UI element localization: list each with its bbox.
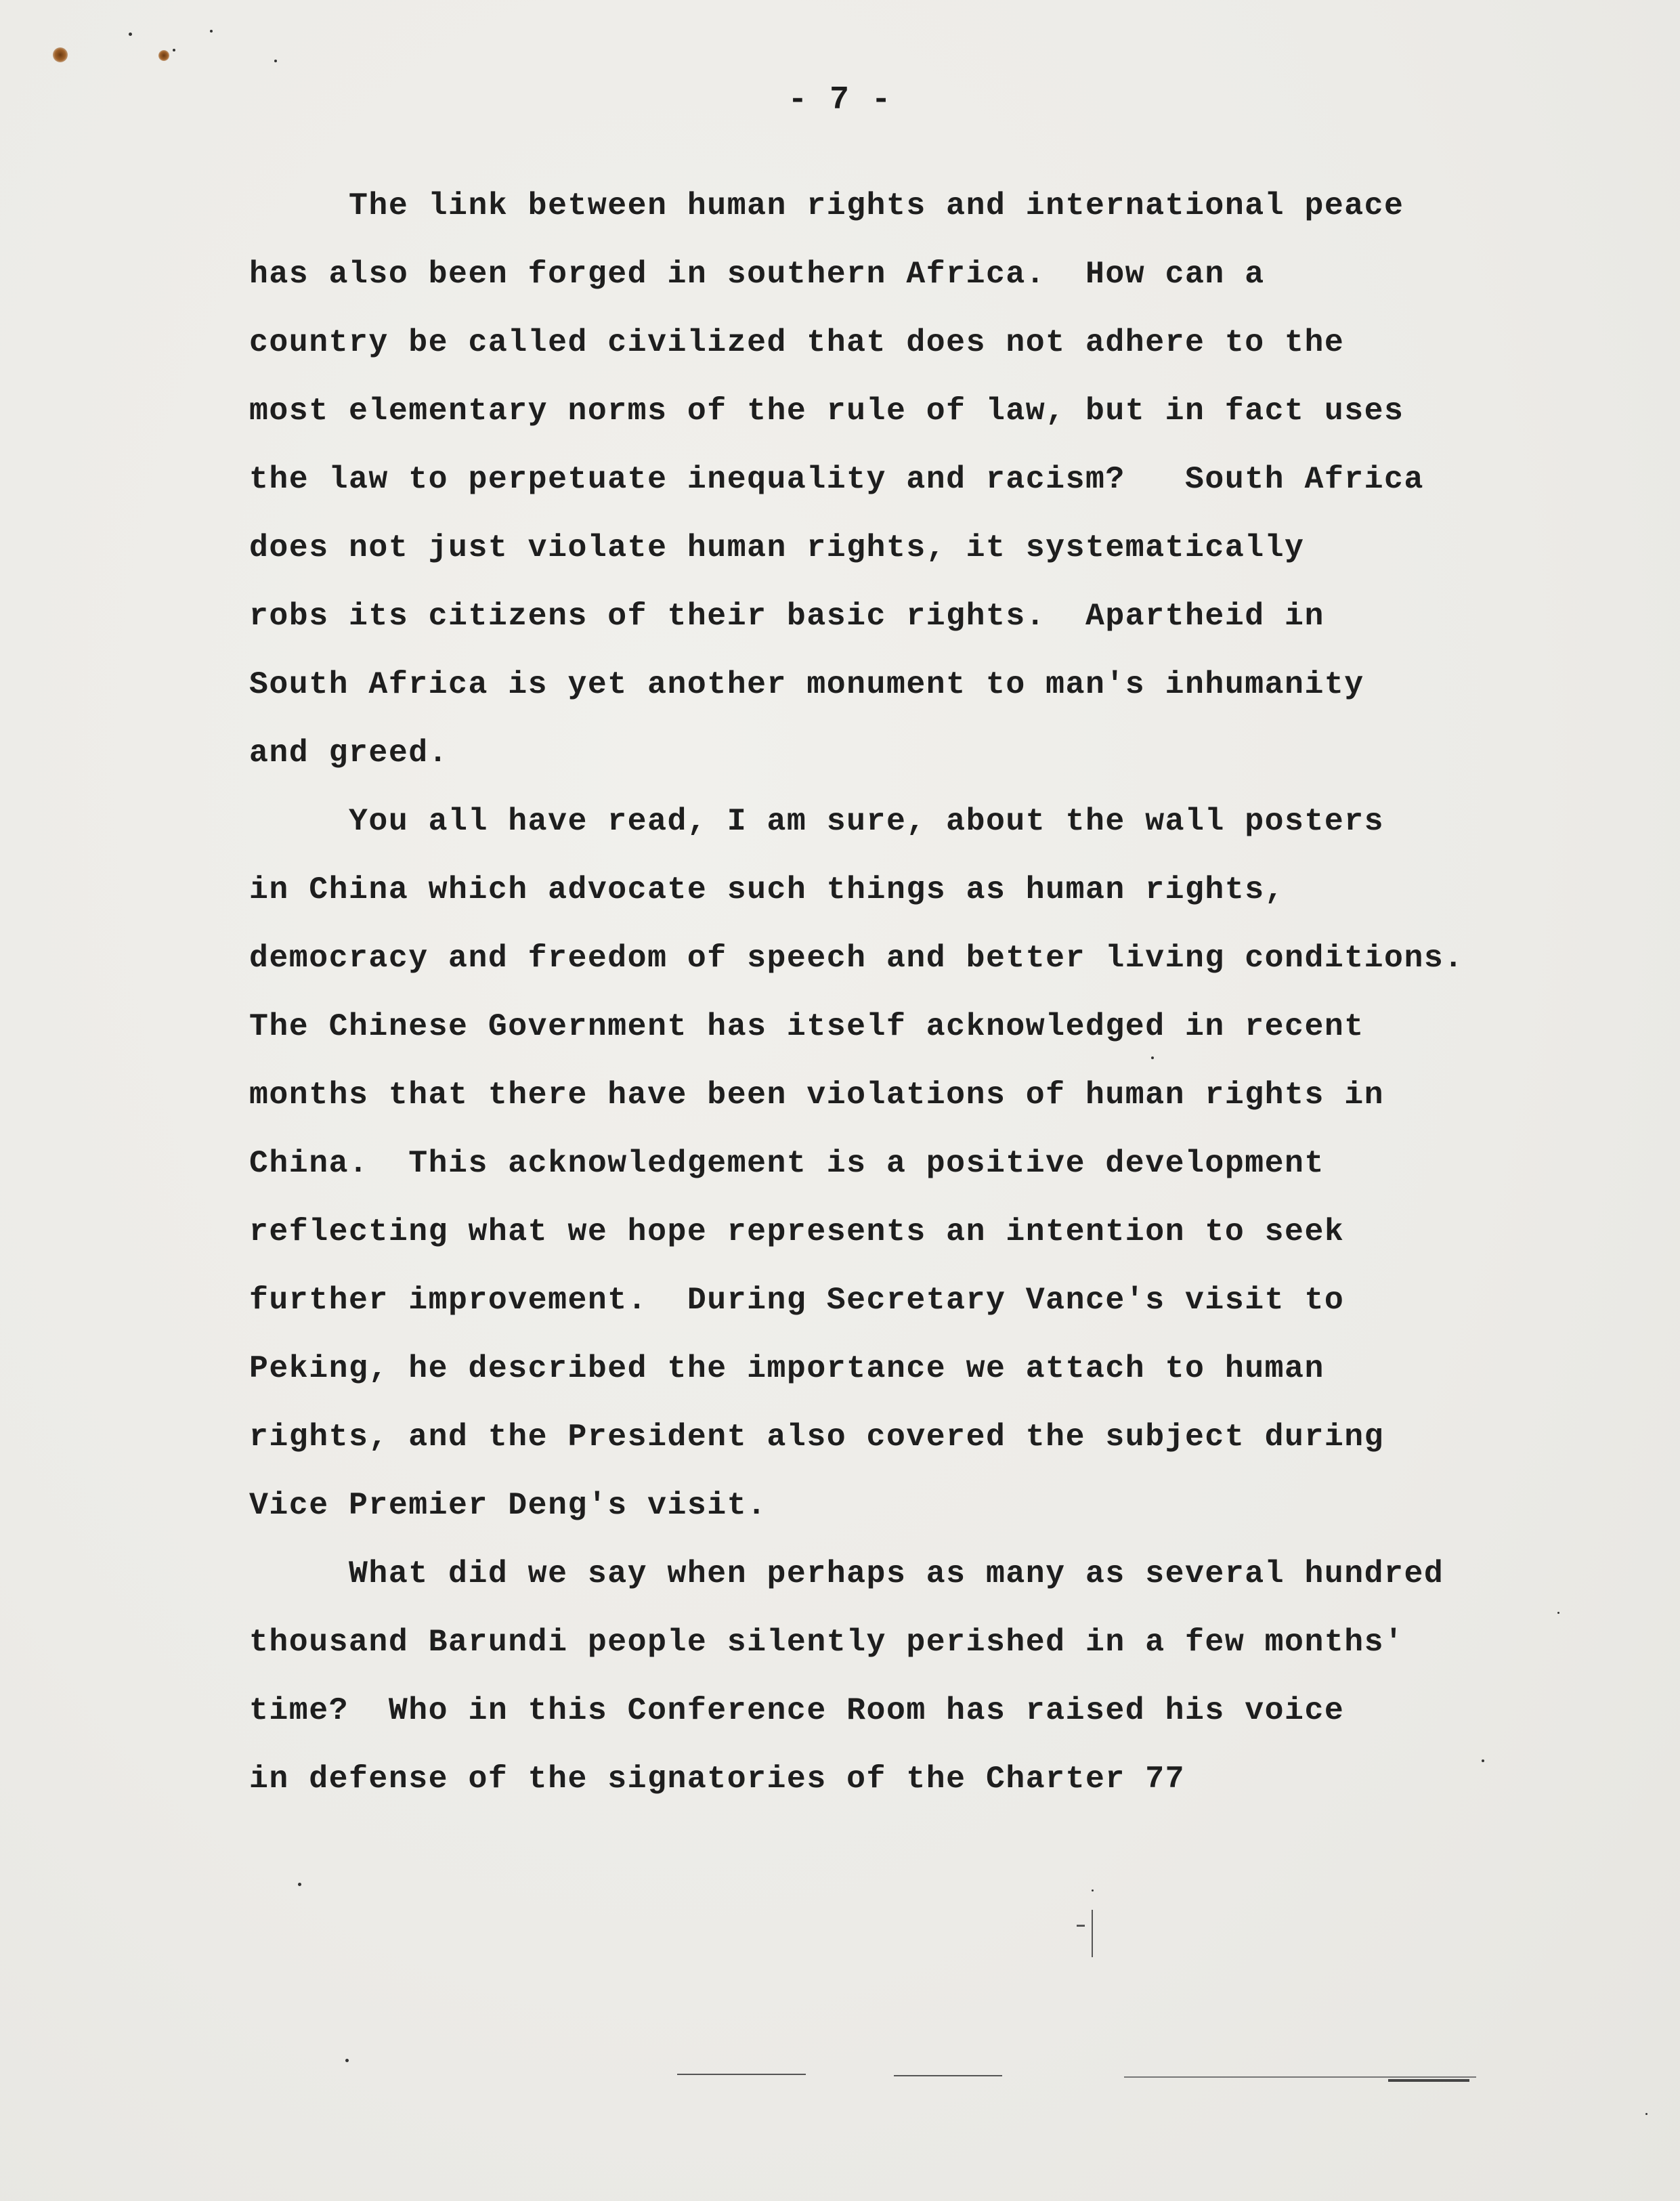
speck <box>1151 1056 1154 1059</box>
rust-stain <box>53 47 68 62</box>
page-number: - 7 - <box>788 82 892 119</box>
text-line: has also been forged in southern Africa. How can a <box>249 256 1265 292</box>
text-line: robs its citizens of their basic rights. Apartheid in <box>249 598 1324 634</box>
text-line: South Africa is yet another monument to man's inhumanity <box>249 666 1364 702</box>
text-line: country be called civilized that does not adhere to the <box>249 324 1345 360</box>
text-line: in China which advocate such things as human rights, <box>249 872 1285 907</box>
rust-stain <box>158 50 169 61</box>
scan-mark <box>1077 1925 1085 1927</box>
speck <box>345 2059 349 2062</box>
text-line: What did we say when perhaps as many as several hundred <box>249 1556 1444 1591</box>
text-line: in defense of the signatories of the Charter 77 <box>249 1761 1186 1797</box>
speck <box>1557 1612 1559 1614</box>
text-line: the law to perpetuate inequality and racism? South Africa <box>249 461 1424 497</box>
text-line: thousand Barundi people silently perished in a few months' <box>249 1624 1404 1660</box>
speck <box>1645 2113 1647 2115</box>
speck <box>129 33 132 36</box>
text-line: months that there have been violations of human rights in <box>249 1077 1385 1113</box>
speck <box>274 60 277 62</box>
text-line: and greed. <box>249 735 449 771</box>
text-line: further improvement. During Secretary Vance's visit to <box>249 1282 1345 1318</box>
speck <box>173 49 175 51</box>
text-line: most elementary norms of the rule of law, but in fact uses <box>249 393 1404 429</box>
scan-mark <box>894 2075 1002 2076</box>
text-line: Peking, he described the importance we attach to human <box>249 1350 1324 1386</box>
speck <box>1092 1889 1094 1892</box>
text-line: Vice Premier Deng's visit. <box>249 1487 767 1523</box>
speck <box>1482 1759 1484 1762</box>
text-line: democracy and freedom of speech and better living conditions. <box>249 940 1464 976</box>
speck <box>210 30 213 33</box>
text-line: The link between human rights and international peace <box>249 188 1404 223</box>
text-line: The Chinese Government has itself acknowledged in recent <box>249 1008 1364 1044</box>
text-line: reflecting what we hope represents an intention to seek <box>249 1214 1345 1249</box>
text-line: You all have read, I am sure, about the wall posters <box>249 803 1385 839</box>
scan-mark <box>677 2074 806 2075</box>
scan-mark <box>1092 1910 1093 1957</box>
text-line: time? Who in this Conference Room has raised his voice <box>249 1692 1345 1728</box>
scan-mark <box>1388 2079 1469 2082</box>
text-line: rights, and the President also covered the subject during <box>249 1419 1385 1455</box>
scan-mark <box>1124 2076 1476 2078</box>
text-line: China. This acknowledgement is a positive development <box>249 1145 1324 1181</box>
text-line: does not just violate human rights, it systematically <box>249 530 1305 565</box>
speck <box>298 1883 301 1886</box>
